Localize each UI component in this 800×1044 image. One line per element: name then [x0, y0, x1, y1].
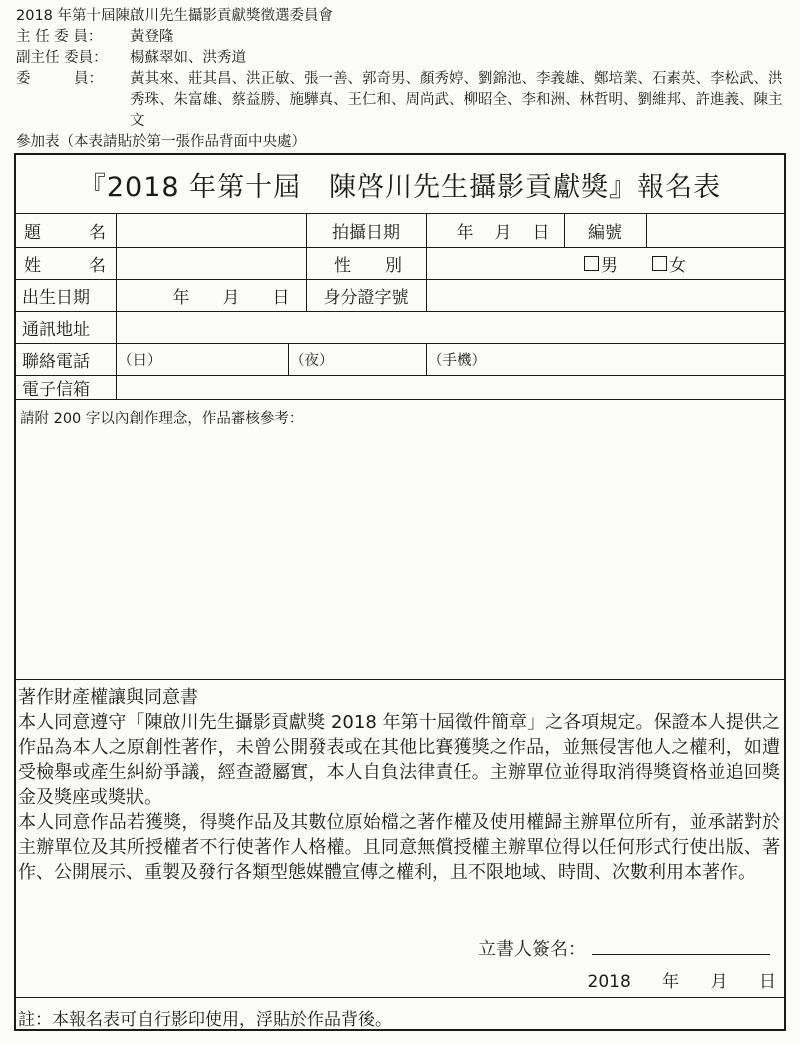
title-label: 題 名	[24, 222, 106, 243]
checkbox-icon	[652, 256, 667, 271]
gender-options	[426, 247, 786, 279]
row-divider	[16, 679, 784, 680]
birth-field[interactable]: 年 月 日	[172, 287, 290, 308]
address-field[interactable]	[116, 311, 784, 343]
checkbox-icon	[584, 256, 599, 271]
form-title: 『2018 年第十屆 陳啓川先生攝影貢獻獎』報名表	[16, 155, 784, 214]
phone-label: 聯絡電話	[22, 351, 90, 372]
male-checkbox[interactable]: 男	[584, 251, 618, 276]
email-field[interactable]	[116, 375, 784, 399]
consent-section	[18, 685, 780, 885]
statement-prompt: 請附 200 字以內創作理念，作品審核參考：	[20, 411, 304, 427]
gender-label: 性 別	[334, 255, 402, 276]
title-field[interactable]	[116, 213, 306, 247]
row-divider	[16, 399, 784, 400]
serial-field[interactable]	[646, 213, 784, 247]
phone-mobile-field[interactable]: （手機）	[428, 352, 486, 369]
consent-paragraph-2: 本人同意作品若獲獎，得獎作品及其數位原始檔之著作權及使用權歸主辦單位所有，並承諾對於主辦單位及其所授權者不行使著作人格權。且同意無償授權主辦單位得以任何形式行使出版、著作、公開展示、重製及發行各類型態媒體宣傳之權利，且不限地域、時間、次數利用本著作。	[18, 812, 780, 883]
signature-line[interactable]: 立書人簽名：	[478, 935, 770, 961]
vice-chair-value: 楊蘇翠如、洪秀道	[130, 50, 246, 66]
sign-date: 2018 年 月 日	[587, 972, 776, 992]
registration-form	[14, 153, 786, 1031]
committee-title: 2018 年第十屆陳啟川先生攝影貢獻獎徵選委員會	[16, 8, 334, 24]
birth-label: 出生日期	[22, 287, 90, 308]
row-divider	[16, 997, 784, 998]
footnote: 註：本報名表可自行影印使用，浮貼於作品背後。	[18, 1010, 392, 1030]
id-label: 身分證字號	[323, 287, 409, 308]
consent-title: 著作財產權讓與同意書	[18, 687, 198, 708]
name-label: 姓 名	[24, 255, 106, 276]
committee-header	[16, 6, 792, 153]
female-checkbox[interactable]: 女	[652, 251, 686, 276]
chair-value: 黃登隆	[130, 29, 174, 45]
chair-row	[16, 27, 792, 48]
members-label: 委 員：	[16, 71, 103, 87]
address-label: 通訊地址	[22, 319, 90, 340]
signature-blank[interactable]	[592, 938, 770, 955]
members-value: 黃其來、莊其昌、洪正敏、張一善、郭奇男、顏秀婷、劉錦池、李義雄、鄭培業、石素英、李松武、洪秀珠、朱富雄、蔡益勝、施驊真、王仁和、周尚武、柳昭全、李和洲、林哲明、劉維邦、許進義、陳主文	[130, 71, 783, 129]
id-field[interactable]	[426, 279, 784, 311]
phone-night-field[interactable]: （夜）	[290, 352, 334, 369]
shoot-date-field[interactable]: 年 月 日	[456, 222, 550, 243]
email-label: 電子信箱	[22, 379, 90, 400]
vice-chair-label: 副主任 委員：	[16, 50, 108, 66]
chair-label: 主 任 委 員：	[16, 29, 103, 45]
serial-label: 編號	[588, 222, 622, 243]
phone-day-field[interactable]: （日）	[118, 352, 162, 369]
attach-note: 參加表（本表請貼於第一張作品背面中央處）	[16, 134, 306, 150]
name-field[interactable]	[116, 247, 306, 279]
members-row	[16, 69, 792, 132]
vice-chair-row	[16, 48, 792, 69]
shoot-date-label: 拍攝日期	[332, 222, 400, 243]
statement-field[interactable]	[16, 423, 784, 677]
consent-paragraph-1: 本人同意遵守「陳啟川先生攝影貢獻獎 2018 年第十屆徵件簡章」之各項規定。保證本人提供之作品為本人之原創性著作，未曾公開發表或在其他比賽獲獎之作品，並無侵害他人之權利，如遭受檢舉或產生糾紛爭議，經查證屬實，本人自負法律責任。主辦單位並得取消得獎資格並追回獎金及獎座或獎狀。	[18, 712, 780, 808]
